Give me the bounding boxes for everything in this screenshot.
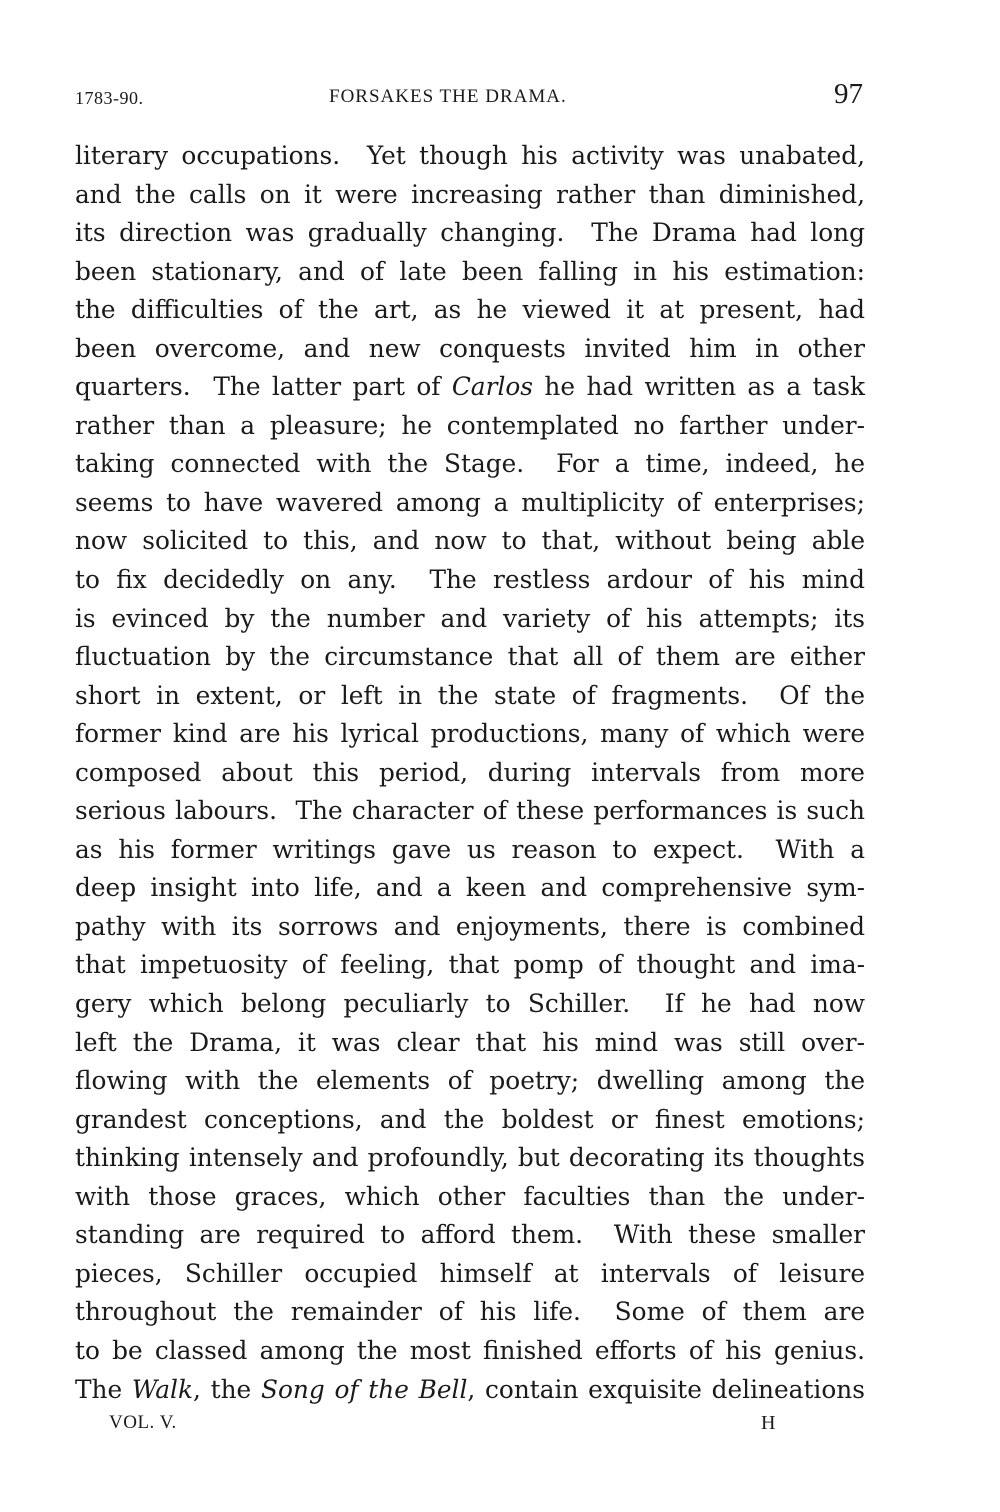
text-line: is evinced by the number and variety of his attempts; its xyxy=(75,603,865,633)
text-line: to be classed among the most finished efforts of his genius. xyxy=(75,1335,865,1365)
text-line: standing are required to afford them. With these smaller xyxy=(75,1220,865,1250)
text-line: grandest conceptions, and the boldest or finest emotions; xyxy=(75,1104,865,1134)
text-line: literary occupations. Yet though his activity was unabated, xyxy=(75,141,865,170)
italic-title: Song of the Bell xyxy=(260,1374,468,1404)
text-line: flowing with the elements of poetry; dwelling among the xyxy=(75,1066,865,1096)
text-line: The Walk, the Song of the Bell, contain exquisite delineations xyxy=(75,1374,865,1404)
text-line: to fix decidedly on any. The restless ardour of his mind xyxy=(75,565,865,595)
running-head xyxy=(75,78,865,118)
text-line: taking connected with the Stage. For a time, indeed, he xyxy=(75,449,865,479)
text-line: its direction was gradually changing. The Drama had long xyxy=(75,218,865,248)
italic-title: Carlos xyxy=(451,372,534,402)
text-line: as his former writings gave us reason to expect. With a xyxy=(75,834,865,864)
text-line: that impetuosity of feeling, that pomp of thought and ima- xyxy=(75,950,865,980)
text-line: and the calls on it were increasing rather than diminished, xyxy=(75,179,865,209)
text-line: pieces, Schiller occupied himself at intervals of leisure xyxy=(75,1258,865,1288)
volume-signature: VOL. V. xyxy=(109,1412,177,1433)
text-line: been overcome, and new conquests invited him in other xyxy=(75,333,865,363)
italic-title: Walk xyxy=(131,1374,193,1404)
text-line: pathy with its sorrows and enjoyments, there is combined xyxy=(75,911,865,941)
running-head-title: FORSAKES THE DRAMA. xyxy=(329,86,567,107)
text-line: seems to have wavered among a multiplicity of enterprises; xyxy=(75,487,865,517)
text-line: left the Drama, it was clear that his mind was still over- xyxy=(75,1027,865,1057)
page-number: 97 xyxy=(834,78,863,110)
text-line: now solicited to this, and now to that, without being able xyxy=(75,526,865,556)
text-line: composed about this period, during intervals from more xyxy=(75,757,865,787)
gathering-signature: H xyxy=(761,1412,776,1434)
text-line: gery which belong peculiarly to Schiller. If he had now xyxy=(75,989,865,1019)
text-line: thinking intensely and profoundly, but decorating its thoughts xyxy=(75,1143,865,1173)
text-line: fluctuation by the circumstance that all of them are either xyxy=(75,642,865,672)
text-line: been stationary, and of late been falling in his estimation: xyxy=(75,256,865,286)
text-line: former kind are his lyrical productions, many of which were xyxy=(75,719,865,749)
signature-line xyxy=(75,1412,865,1442)
text-line: short in extent, or left in the state of fragments. Of the xyxy=(75,680,865,710)
text-line: deep insight into life, and a keen and comprehensive sym- xyxy=(75,873,865,903)
text-line: the difficulties of the art, as he viewed it at present, had xyxy=(75,295,865,325)
running-head-years: 1783-90. xyxy=(75,88,144,108)
text-line: rather than a pleasure; he contemplated no farther under- xyxy=(75,410,865,440)
text-line: with those graces, which other faculties than the under- xyxy=(75,1181,865,1211)
text-line: throughout the remainder of his life. Some of them are xyxy=(75,1297,865,1327)
text-line: quarters. The latter part of Carlos he had written as a task xyxy=(75,372,865,402)
body-text xyxy=(75,137,865,1409)
text-line: serious labours. The character of these performances is such xyxy=(75,796,865,826)
